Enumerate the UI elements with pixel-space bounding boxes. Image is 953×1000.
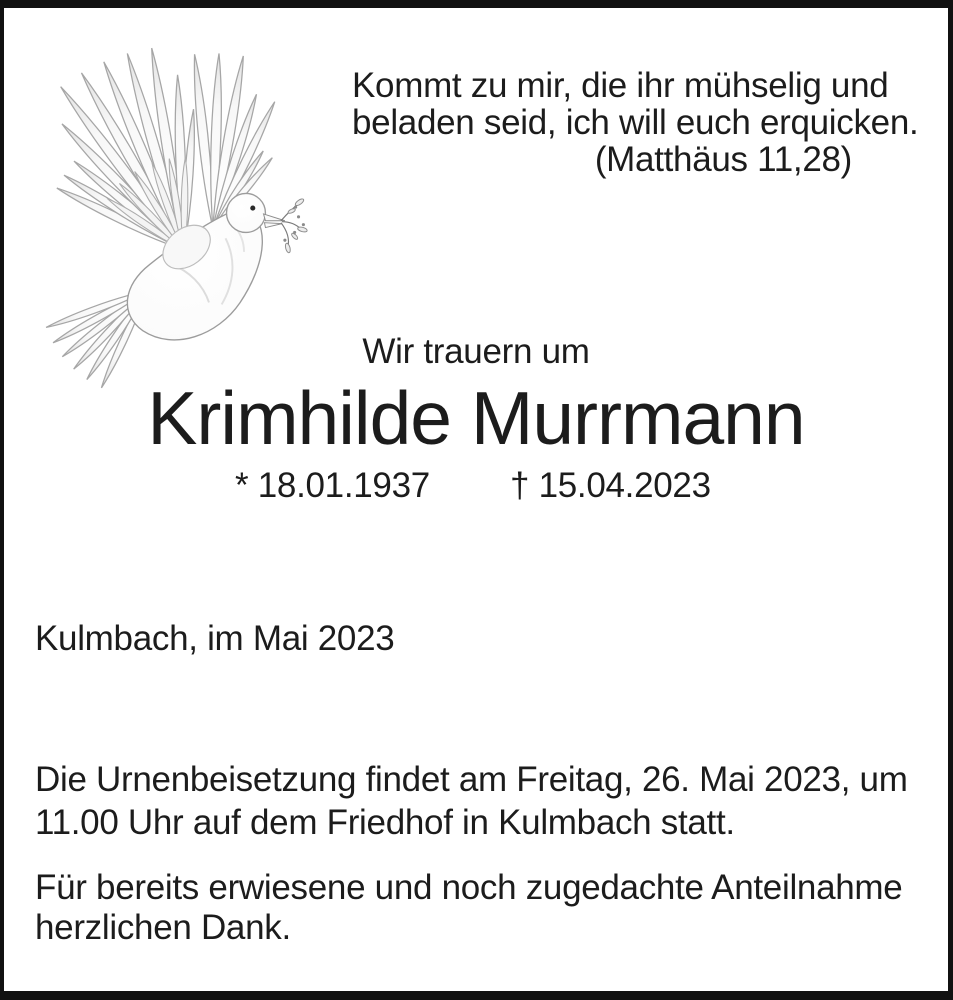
deceased-name: Krimhilde Murrmann (147, 376, 805, 460)
funeral-line: Die Urnenbeisetzung findet am Freitag, 26. Mai 2023, um (35, 760, 908, 799)
acknowledgement-note (35, 868, 902, 948)
funeral-line: 11.00 Uhr auf dem Friedhof in Kulmbach statt. (35, 803, 735, 842)
funeral-announcement (35, 758, 908, 844)
birth-date: * 18.01.1937 (235, 466, 430, 505)
acknowledgement-line: herzlichen Dank. (35, 908, 291, 947)
quote-line: beladen seid, ich will euch erquicken. (352, 103, 919, 142)
memorial-quote (352, 66, 919, 179)
mourning-intro: Wir trauern um (362, 332, 590, 371)
quote-line: Kommt zu mir, die ihr mühselig und (352, 66, 889, 105)
quote-citation: (Matthäus 11,28) (594, 140, 852, 179)
death-date: † 15.04.2023 (510, 466, 711, 505)
acknowledgement-line: Für bereits erwiesene und noch zugedachte Anteilnahme (35, 868, 903, 907)
place-and-date: Kulmbach, im Mai 2023 (35, 619, 395, 658)
